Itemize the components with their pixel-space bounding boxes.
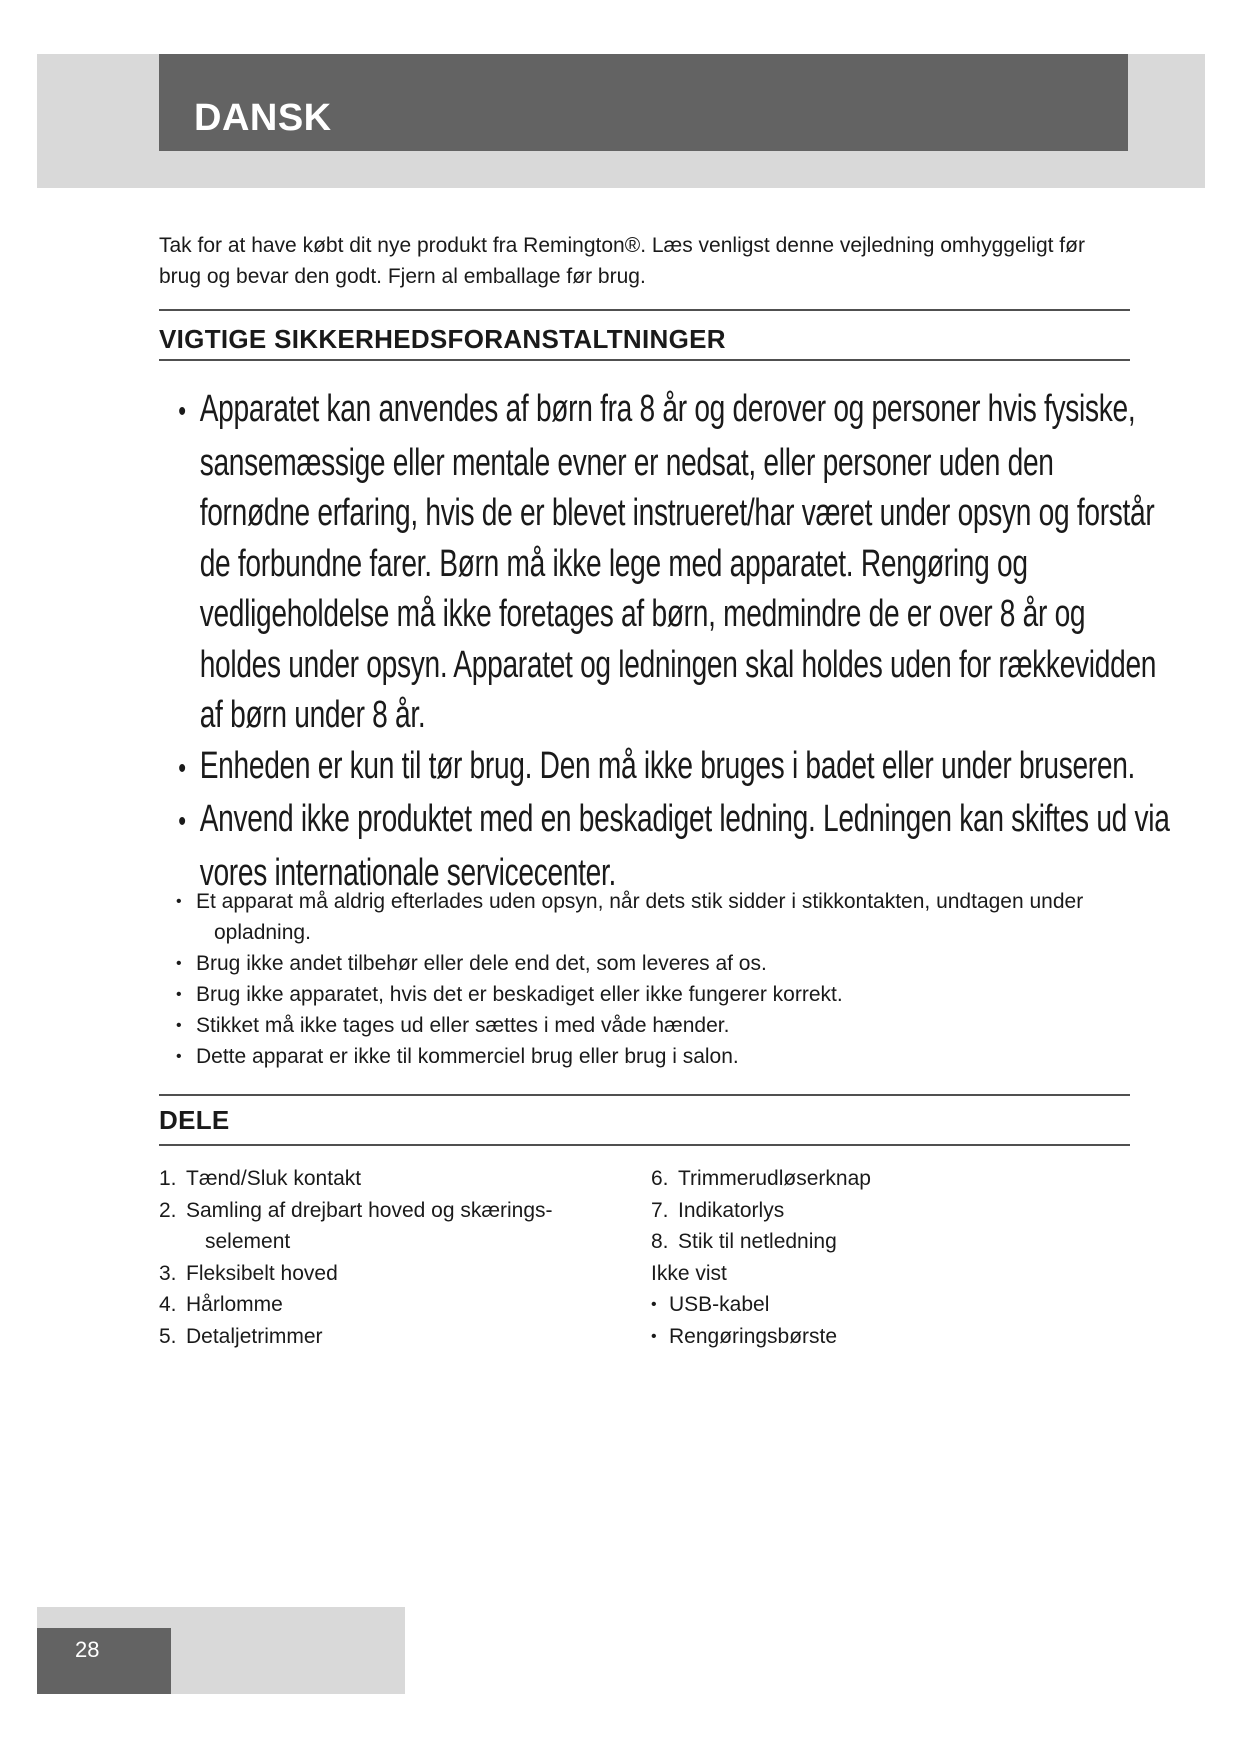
footer-page-box	[37, 1628, 171, 1694]
part-item: 2. Samling af drejbart hoved og skærings- selement	[159, 1198, 553, 1253]
part-item: 8. Stik til netledning	[651, 1230, 837, 1253]
divider-top-parts	[159, 1094, 1130, 1096]
divider-bottom-parts	[159, 1144, 1130, 1146]
safety-large-list	[159, 384, 1170, 898]
parts-heading: DELE	[159, 1105, 230, 1135]
part-item: 4. Hårlomme	[159, 1293, 283, 1316]
parts-list-left	[159, 1163, 629, 1352]
part-item: 5. Detaljetrimmer	[159, 1324, 323, 1348]
not-shown-label: Ikke vist	[651, 1261, 727, 1285]
divider-top-safety	[159, 309, 1130, 311]
parts-list-right	[651, 1163, 1121, 1352]
part-item: 6. Trimmerudløserknap	[651, 1167, 871, 1190]
divider-bottom-safety	[159, 359, 1130, 361]
list-item: • Enheden er kun til tør brug. Den må ikke bruges i badet eller under bruseren.	[159, 741, 1170, 795]
page-number: 28	[75, 1637, 100, 1662]
not-shown-item: • Rengøringsbørste	[651, 1321, 1121, 1353]
list-item: • Stikket må ikke tages ud eller sættes i med våde hænder.	[159, 1010, 1129, 1041]
intro-paragraph: Tak for at have købt dit nye produkt fra Remington®. Læs venligst denne vejledning omhyggeligt før brug og bevar den godt. Fjern al emballage før brug.	[159, 234, 1085, 288]
safety-small-list	[159, 886, 1129, 1072]
list-item: • Apparatet kan anvendes af børn fra 8 år og derover og personer hvis fysiske, sansemæssige eller mentale evner er nedsat, eller personer uden den fornødne erfaring, hvis de er blevet instrueret/har været under opsyn og forstår de forbundne farer. Børn må ikke lege med apparatet. Rengøring og vedligeholdelse må ikke foretages af børn, medmindre de er over 8 år og holdes under opsyn. Apparatet og ledningen skal holdes uden for rækkevidden af børn under 8 år.	[159, 384, 1170, 741]
list-item: • Brug ikke apparatet, hvis det er beskadiget eller ikke fungerer korrekt.	[159, 979, 1129, 1010]
not-shown-item: • USB-kabel	[651, 1289, 1121, 1321]
list-item: • Et apparat må aldrig efterlades uden opsyn, når dets stik sidder i stikkontakten, undtagen under opladning.	[159, 886, 1129, 948]
part-item: 3. Fleksibelt hoved	[159, 1261, 338, 1285]
part-item: 1. Tænd/Sluk kontakt	[159, 1167, 362, 1190]
list-item: • Dette apparat er ikke til kommerciel brug eller brug i salon.	[159, 1041, 1129, 1072]
safety-heading: VIGTIGE SIKKERHEDSFORANSTALTNINGER	[159, 324, 726, 354]
list-item: • Brug ikke andet tilbehør eller dele end det, som leveres af os.	[159, 948, 1129, 979]
list-item: • Anvend ikke produktet med en beskadiget ledning. Ledningen kan skiftes ud via vores internationale servicecenter.	[159, 794, 1170, 898]
language-title: DANSK	[194, 97, 332, 139]
part-item: 7. Indikatorlys	[651, 1198, 785, 1222]
